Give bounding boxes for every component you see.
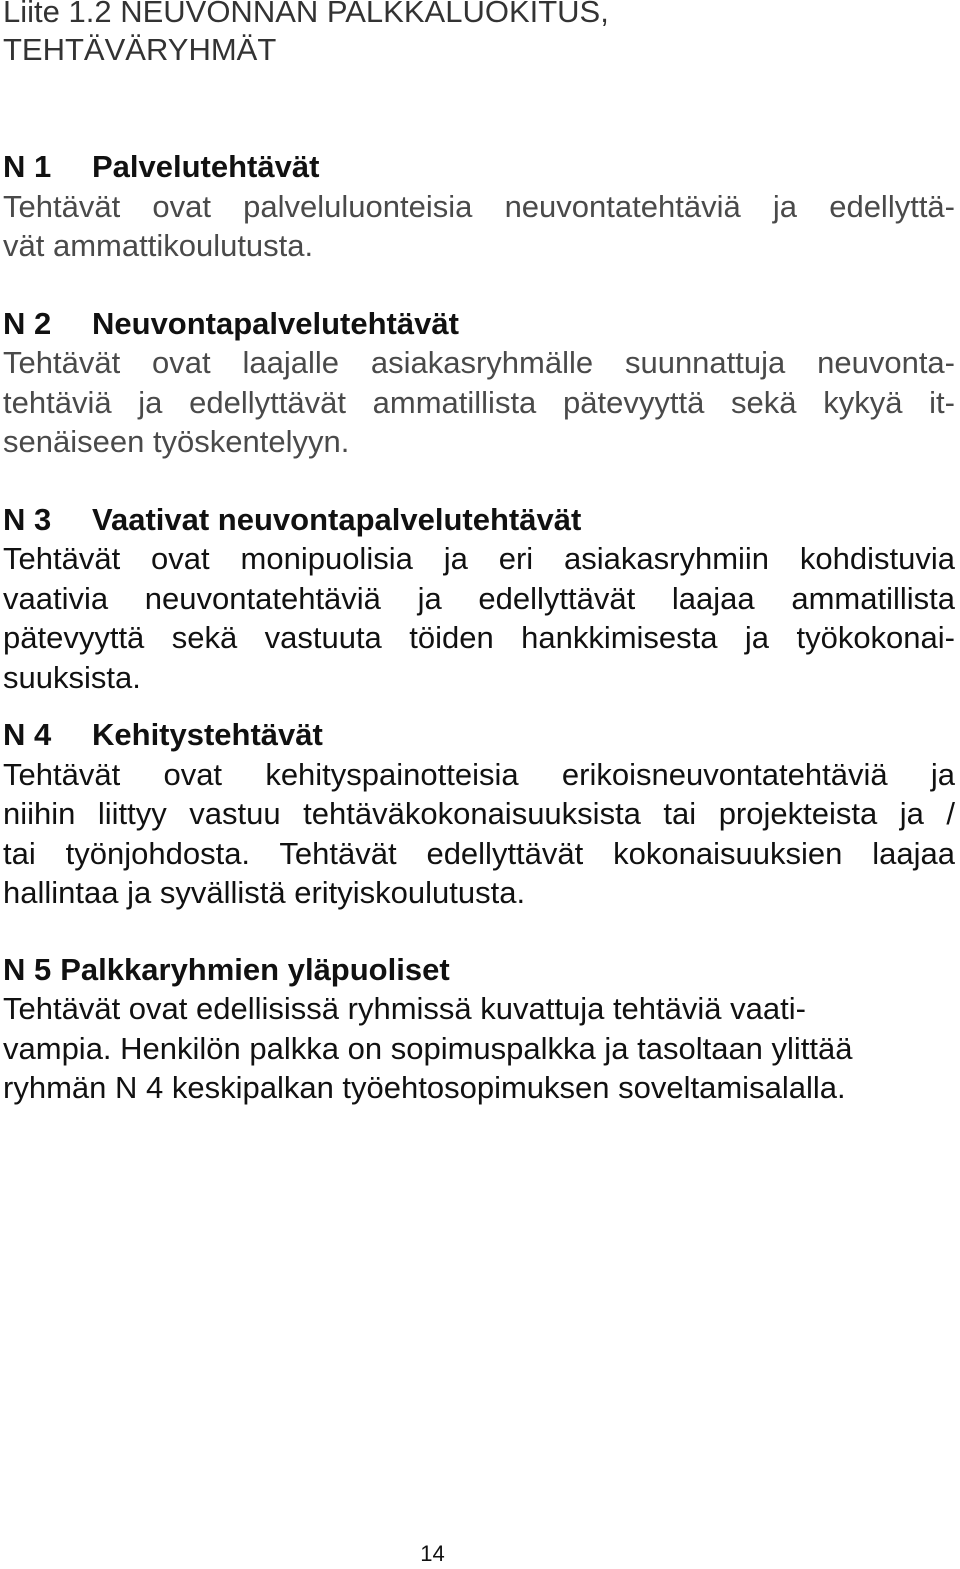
page-number: 14 <box>420 1541 445 1566</box>
section-n2 <box>3 304 955 462</box>
section-title: Kehitystehtävät <box>92 717 323 752</box>
section-title: Palkkaryhmien yläpuoliset <box>60 951 450 987</box>
document-page <box>3 0 955 1108</box>
section-text-line: vaativia neuvontatehtäviä ja edellyttävät laajaa ammatillista <box>3 580 955 616</box>
section-title: Neuvontapalvelutehtävät <box>92 305 459 341</box>
section-text-line: senäiseen työskentelyyn. <box>3 424 350 459</box>
section-text-line: Tehtävät ovat monipuolisia ja eri asiakasryhmiin kohdistuvia <box>3 541 955 576</box>
section-code: N 2 <box>3 305 52 341</box>
section-text-line: Tehtävät ovat palveluluonteisia neuvontatehtäviä ja edellyttä- <box>3 188 955 224</box>
section-text-line: tehtäviä ja edellyttävät ammatillista pätevyyttä sekä kykyä it- <box>3 384 955 420</box>
section-heading <box>3 304 955 344</box>
section-n3 <box>3 500 955 698</box>
section-text-line: Tehtävät ovat kehityspainotteisia erikoisneuvontatehtäviä ja <box>3 756 955 792</box>
section-text-line: Tehtävät ovat laajalle asiakasryhmälle suunnattuja neuvonta- <box>3 345 955 380</box>
section-text-line: niihin liittyy vastuu tehtäväkokonaisuuksista tai projekteista ja / <box>3 796 955 831</box>
section-code: N 1 <box>3 149 52 184</box>
section-heading <box>3 950 955 990</box>
section-heading <box>3 147 955 187</box>
section-code: N 4 <box>3 717 52 752</box>
section-text-line: vät ammattikoulutusta. <box>3 228 314 263</box>
title-line-2: TEHTÄVÄRYHMÄT <box>3 32 277 67</box>
section-text-line: Tehtävät ovat edellisissä ryhmissä kuvattuja tehtäviä vaati- <box>3 991 806 1026</box>
section-n1 <box>3 147 955 266</box>
section-heading <box>3 500 955 540</box>
section-text-line: hallintaa ja syvällistä erityiskoulutusta. <box>3 875 526 910</box>
section-heading <box>3 715 955 755</box>
section-text-line: pätevyyttä sekä vastuuta töiden hankkimisesta ja työkokonai- <box>3 620 955 655</box>
section-title: Vaativat neuvontapalvelutehtävät <box>92 501 582 537</box>
section-title: Palvelutehtävät <box>92 149 320 184</box>
section-text-line: vampia. Henkilön palkka on sopimuspalkka ja tasoltaan ylittää <box>3 1030 853 1066</box>
section-n4 <box>3 715 955 913</box>
section-text-line: suuksista. <box>3 659 141 695</box>
document-title <box>3 0 955 69</box>
section-code: N 3 <box>3 501 52 537</box>
title-line-1: Liite 1.2 NEUVONNAN PALKKALUOKITUS, <box>3 0 609 29</box>
section-text-line: tai työnjohdosta. Tehtävät edellyttävät kokonaisuuksien laajaa <box>3 835 955 871</box>
section-n5 <box>3 950 955 1108</box>
section-text-line: ryhmän N 4 keskipalkan työehtosopimuksen soveltamisalalla. <box>3 1070 846 1105</box>
section-code: N 5 <box>3 951 52 987</box>
